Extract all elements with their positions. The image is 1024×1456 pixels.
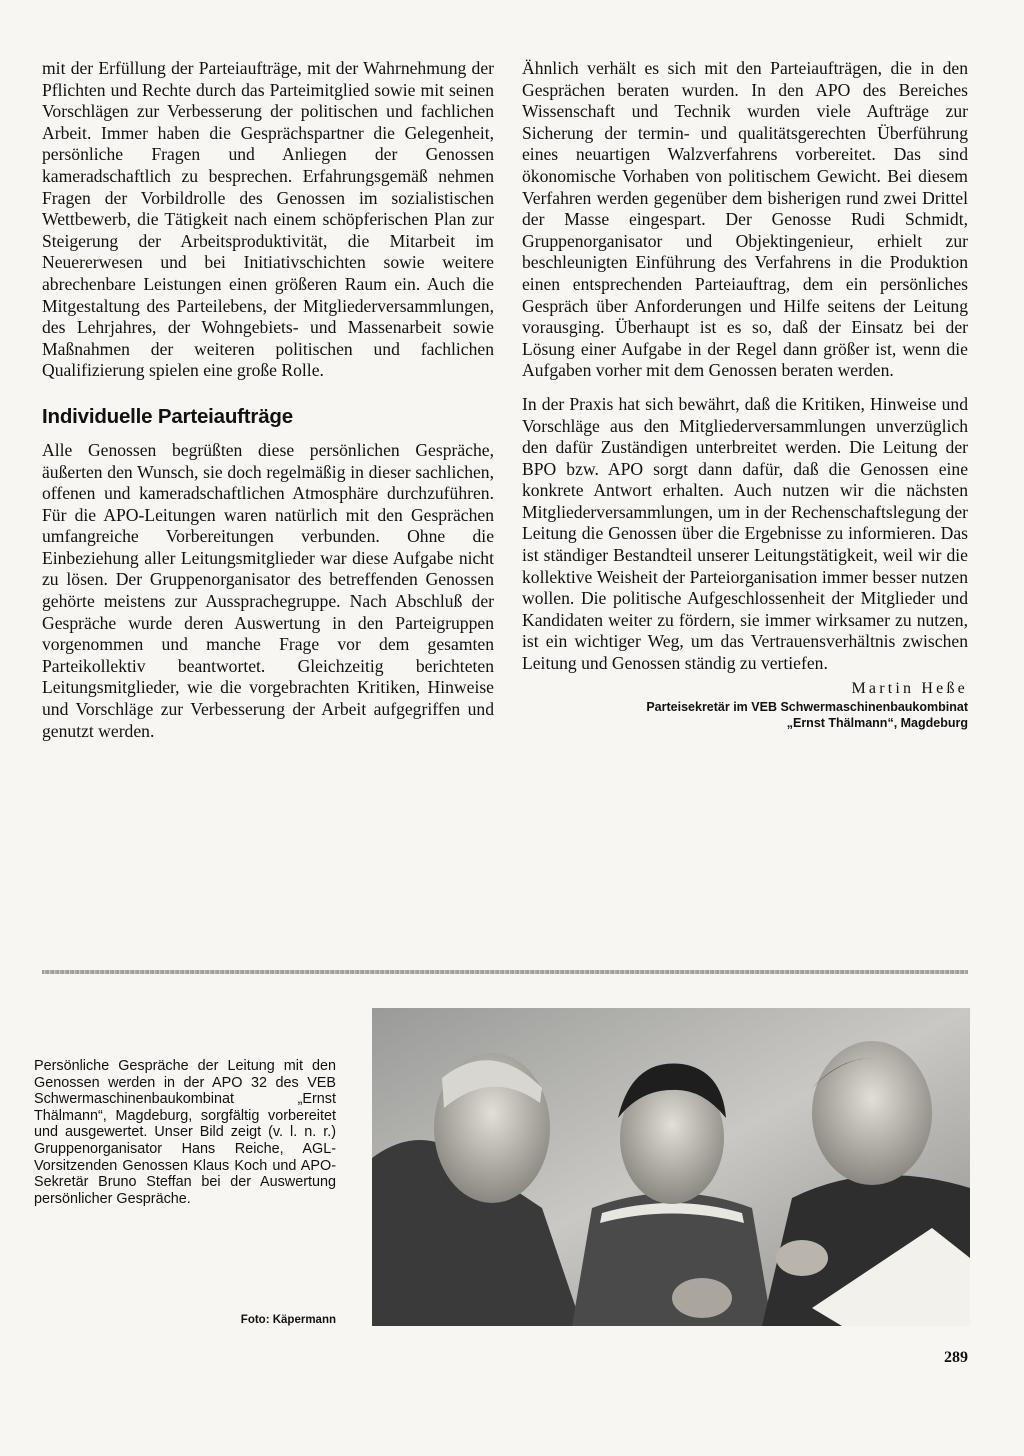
author-name: Martin Heße (851, 679, 968, 697)
photo-illustration (372, 1008, 970, 1326)
left-paragraph-2: Alle Genossen begrüßten diese persönlichen Gespräche, äußerten den Wunsch, sie doch regelmäßig in dieser sachlichen, offenen und kameradschaftlichen Atmosphäre durchzuführen. Für die APO-Leitungen waren natürlich mit den Gesprächen umfangreiche Vorbereitungen verbunden. Ohne die Einbeziehung aller Leitungsmitglieder war diese Aufgabe nicht zu lösen. Der Gruppenorganisator des betreffenden Genossen gehörte meistens zur Aussprachegruppe. Nach Abschluß der Gespräche wurde deren Auswertung in den Parteigruppen vorgenommen und manche Frage vor dem gesamten Parteikollektiv beantwortet. Gleichzeitig berichteten Leitungsmitglieder, wie die vorgebrachten Kritiken, Hinweise und Vorschläge zur Verbesserung der Arbeit aufgegriffen und genutzt werden. (42, 439, 494, 741)
section-heading: Individuelle Parteiaufträge (42, 404, 293, 428)
right-paragraph-1: Ähnlich verhält es sich mit den Parteiaufträgen, die in den Gesprächen beraten wurden. In den APO des Bereiches Wissenschaft und Technik wurden viele Aufträge zur Sicherung der termin- und qualitätsgerechten Überführung eines neuartigen Walzverfahrens vorbereitet. Das sind ökonomische Vorhaben von politischem Gewicht. Bei diesem Verfahren werden gegenüber dem bisherigen rund zwei Drittel der Masse eingespart. Der Genosse Rudi Schmidt, Gruppenorganisator und Objektingenieur, erhielt zur beschleunigten Einführung des Verfahrens in die Produktion einen entsprechenden Parteiauftrag, dem ein persönliches Gespräch über Anforderungen und Hilfe seitens der Leitung vorausging. Überhaupt ist es so, daß der Einsatz bei der Lösung einer Aufgabe in der Regel dann größer ist, wenn die Aufgaben vorher mit dem Genossen beraten werden. (522, 58, 968, 381)
author-role-line-2: „Ernst Thälmann“, Magdeburg (786, 715, 968, 730)
page-number: 289 (944, 1349, 968, 1366)
right-column (522, 58, 968, 731)
left-column (42, 58, 494, 742)
photo-credit: Foto: Käpermann (240, 1314, 336, 1326)
author-role-line-1: Parteisekretär im VEB Schwermaschinenbaukombinat (646, 699, 968, 714)
left-paragraph-1: mit der Erfüllung der Parteiaufträge, mit der Wahrnehmung der Pflichten und Rechte durch das Parteimitglied sowie mit seinen Vorschlägen zur Verbesserung der politischen und fachlichen Arbeit. Immer haben die Gesprächspartner die Gelegenheit, persönliche Fragen und Anliegen der Genossen kameradschaftlich zu besprechen. Erfahrungsgemäß nehmen Fragen der Vorbildrolle des Genossen im sozialistischen Wettbewerb, die Tätigkeit nach einem schöpferischen Plan zur Steigerung der Arbeitsproduktivität, die Mitarbeit im Neuererwesen und bei Initiativschichten sowie weitere abrechenbare Leistungen einen größeren Raum ein. Auch die Mitgestaltung des Parteilebens, der Mitgliederversammlungen, des Lehrjahres, der Wohngebiets- und Massenarbeit sowie Maßnahmen der weiteren politischen und fachlichen Qualifizierung spielen eine große Rolle. (42, 58, 494, 381)
photo (372, 1008, 970, 1326)
photo-caption: Persönliche Gespräche der Leitung mit den Genossen werden in der APO 32 des VEB Schwermaschinenbaukombinat „Ernst Thälmann“, Magdeburg, sorgfältig vorbereitet und ausgewertet. Unser Bild zeigt (v. l. n. r.) Gruppenorganisator Hans Reiche, AGL-Vorsitzenden Genossen Klaus Koch und APO-Sekretär Bruno Steffan bei der Auswertung persönlicher Gespräche. (34, 1058, 336, 1207)
right-paragraph-2: In der Praxis hat sich bewährt, daß die Kritiken, Hinweise und Vorschläge aus den Mitgliederversammlungen unverzüglich den dafür Zuständigen unterbreitet werden. Die Leitung der BPO bzw. APO sorgt dann dafür, daß die Genossen eine konkrete Antwort erhalten. Auch nutzen wir die nächsten Mitgliederversammlungen, um in der Rechenschaftslegung der Leitung die Genossen über die Ergebnisse zu informieren. Das ist ständiger Bestandteil unserer Leitungstätigkeit, weil wir die kollektive Weisheit der Parteiorganisation immer besser nutzen wollen. Die politische Aufgeschlossenheit der Mitglieder und Kandidaten weiter zu fördern, sie immer wirksamer zu nutzen, ist ein wichtiger Weg, um das Vertrauensverhältnis zwischen Leitung und Genossen ständig zu vertiefen. (522, 393, 968, 674)
section-divider (42, 970, 968, 974)
